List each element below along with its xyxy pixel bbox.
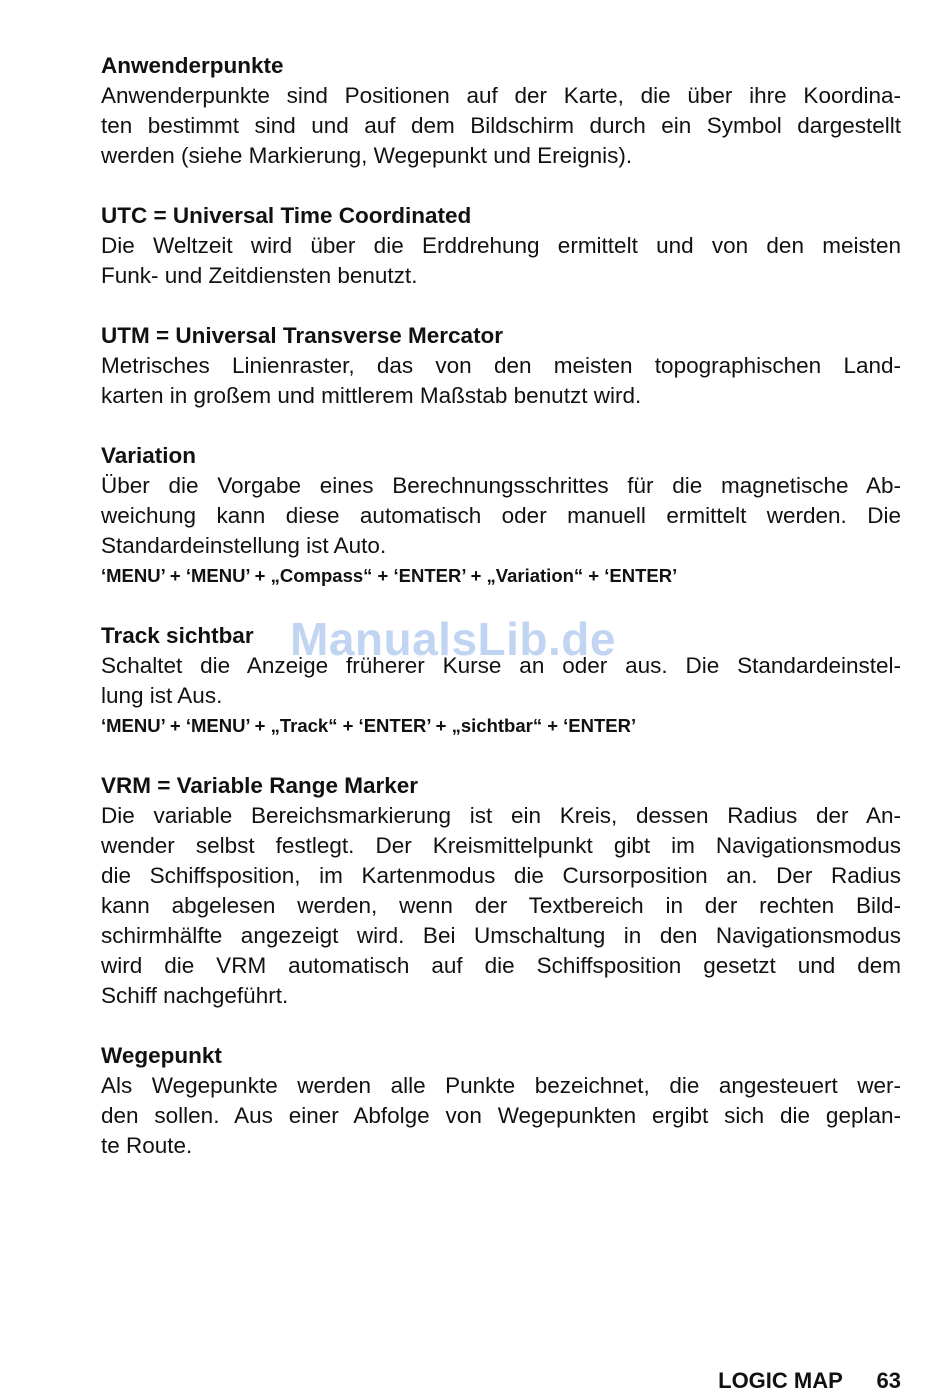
body-line: Anwenderpunkte sind Positionen auf der Karte, die über ihre Koordina- <box>101 83 901 108</box>
entry-title: UTM = Universal Transverse Mercator <box>101 323 504 348</box>
entry-title: Anwenderpunkte <box>101 53 284 78</box>
glossary-entry-vrm <box>101 771 901 1011</box>
watermark: ManualsLib.de <box>290 613 616 665</box>
entry-body <box>101 1071 901 1161</box>
body-line: wird die VRM automatisch auf die Schiffsposition gesetzt und dem <box>101 953 901 978</box>
body-line: werden (siehe Markierung, Wegepunkt und Ereignis). <box>101 143 633 168</box>
body-line: lung ist Aus. <box>101 683 223 708</box>
body-line: Funk- und Zeitdiensten benutzt. <box>101 263 418 288</box>
body-line: ten bestimmt sind und auf dem Bildschirm durch ein Symbol dargestellt <box>101 113 901 138</box>
body-line: Metrisches Linienraster, das von den meisten topographischen Land- <box>101 353 901 378</box>
glossary-entry-utc <box>101 201 901 291</box>
footer-title: LOGIC MAP <box>718 1368 843 1393</box>
entry-title: UTC = Universal Time Coordinated <box>101 203 472 228</box>
body-line: te Route. <box>101 1133 193 1158</box>
entry-title: Track sichtbar <box>101 623 254 648</box>
entry-body <box>101 81 901 171</box>
entry-title: Wegepunkt <box>101 1043 222 1068</box>
body-line: Als Wegepunkte werden alle Punkte bezeichnet, die angesteuert wer- <box>101 1073 901 1098</box>
entry-body <box>101 351 901 411</box>
body-line: Standardeinstellung ist Auto. <box>101 533 387 558</box>
entry-body <box>101 231 901 291</box>
entry-title: VRM = Variable Range Marker <box>101 773 419 798</box>
glossary-entry-anwenderpunkte <box>101 51 901 171</box>
body-line: karten in großem und mittlerem Maßstab benutzt wird. <box>101 383 642 408</box>
entry-body <box>101 801 901 1011</box>
entry-body <box>101 471 901 561</box>
body-line: Schaltet die Anzeige früherer Kurse an oder aus. Die Standardeinstel- <box>101 653 901 678</box>
glossary-entry-track-sichtbar <box>101 621 901 741</box>
body-line: wender selbst festlegt. Der Kreismittelpunkt gibt im Navigationsmodus <box>101 833 901 858</box>
body-line: Die variable Bereichsmarkierung ist ein Kreis, dessen Radius der An- <box>101 803 901 828</box>
body-line: weichung kann diese automatisch oder manuell ermittelt werden. Die <box>101 503 901 528</box>
page-number: 63 <box>876 1368 901 1393</box>
glossary-entry-variation <box>101 441 901 591</box>
body-line: schirmhälfte angezeigt wird. Bei Umschaltung in den Navigationsmodus <box>101 923 901 948</box>
page-footer <box>718 1366 901 1396</box>
body-line: Über die Vorgabe eines Berechnungsschrittes für die magnetische Ab- <box>101 473 901 498</box>
menu-path: ‘MENU’ + ‘MENU’ + „Track“ + ‘ENTER’ + „sichtbar“ + ‘ENTER’ <box>101 715 637 736</box>
body-line: die Schiffsposition, im Kartenmodus die Cursorposition an. Der Radius <box>101 863 901 888</box>
entry-title: Variation <box>101 443 197 468</box>
entry-body <box>101 651 901 711</box>
body-line: Schiff nachgeführt. <box>101 983 289 1008</box>
body-line: Die Weltzeit wird über die Erddrehung ermittelt und von den meisten <box>101 233 901 258</box>
glossary-page <box>101 51 901 1191</box>
body-line: kann abgelesen werden, wenn der Textbereich in der rechten Bild- <box>101 893 901 918</box>
glossary-entry-wegepunkt <box>101 1041 901 1161</box>
menu-path: ‘MENU’ + ‘MENU’ + „Compass“ + ‘ENTER’ + „Variation“ + ‘ENTER’ <box>101 565 678 586</box>
body-line: den sollen. Aus einer Abfolge von Wegepunkten ergibt sich die geplan- <box>101 1103 901 1128</box>
glossary-entry-utm <box>101 321 901 411</box>
